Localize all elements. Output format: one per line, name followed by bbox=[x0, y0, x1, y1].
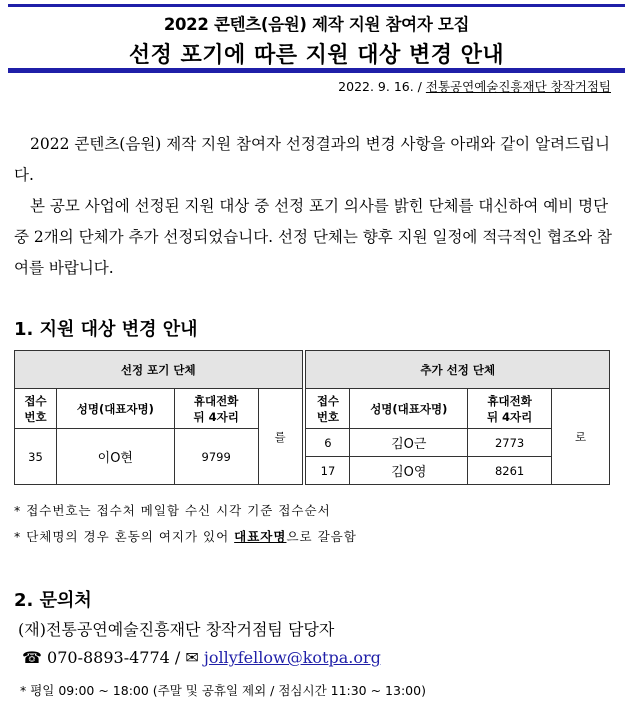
page-title: 2022 콘텐츠(음원) 제작 지원 참여자 모집 bbox=[163, 15, 470, 34]
col-name: 성명(대표자명) bbox=[56, 389, 174, 429]
section-heading-contact: 2. 문의처 bbox=[14, 590, 92, 611]
intro-paragraph: 2022 콘텐츠(음원) 제작 지원 참여자 선정결과의 변경 사항을 아래와 같이 알려드립니다. bbox=[14, 135, 610, 184]
withdrawn-header: 선정 포기 단체 bbox=[15, 351, 303, 389]
col-phone: 휴대전화 뒤 4자리 bbox=[468, 389, 552, 429]
change-table bbox=[14, 350, 610, 485]
date-line bbox=[338, 77, 611, 95]
col-phone: 휴대전화 뒤 4자리 bbox=[174, 389, 258, 429]
added-phone: 2773 bbox=[468, 429, 552, 457]
contact-phone: 070-8893-4774 / bbox=[47, 648, 181, 667]
added-no: 17 bbox=[306, 457, 350, 485]
added-header: 추가 선정 단체 bbox=[306, 351, 610, 389]
organization: 전통공연예술진흥재단 창작거점팀 bbox=[425, 79, 611, 94]
note-representative: * 단체명의 경우 혼동의 여지가 있어 대표자명으로 갈음함 bbox=[14, 529, 357, 544]
date: 2022. 9. 16. / bbox=[338, 79, 422, 94]
col-no: 접수 번호 bbox=[306, 389, 350, 429]
contact-email-link[interactable]: jollyfellow@kotpa.org bbox=[203, 648, 381, 667]
added-phone: 8261 bbox=[468, 457, 552, 485]
col-no: 접수 번호 bbox=[15, 389, 57, 429]
note-receipt-order: * 접수번호는 접수처 메일함 수신 시각 기준 접수순서 bbox=[14, 503, 331, 518]
mail-icon: ✉ bbox=[185, 648, 199, 667]
top-rule bbox=[8, 4, 625, 7]
section-heading-change: 1. 지원 대상 변경 안내 bbox=[14, 319, 198, 340]
col-name: 성명(대표자명) bbox=[350, 389, 468, 429]
withdrawn-name: 이O현 bbox=[56, 429, 174, 485]
added-name: 김O근 bbox=[350, 429, 468, 457]
page-subtitle: 선정 포기에 따른 지원 대상 변경 안내 bbox=[128, 43, 505, 68]
mid-word: 를 bbox=[258, 389, 302, 485]
contact-line bbox=[22, 648, 381, 667]
contact-organization: (재)전통공연예술진흥재단 창작거점팀 담당자 bbox=[18, 620, 335, 639]
added-no: 6 bbox=[306, 429, 350, 457]
withdrawn-no: 35 bbox=[15, 429, 57, 485]
withdrawn-phone: 9799 bbox=[174, 429, 258, 485]
phone-icon: ☎ bbox=[22, 648, 42, 667]
detail-paragraph: 본 공모 사업에 선정된 지원 대상 중 선정 포기 의사를 밝힌 단체를 대신하여 예비 명단 중 2개의 단체가 추가 선정되었습니다. 선정 단체는 향후 지원 일정에 적극적인 협조와 참여를 바랍니다. bbox=[14, 197, 612, 277]
added-name: 김O영 bbox=[350, 457, 468, 485]
title-rule bbox=[8, 68, 625, 73]
office-hours: * 평일 09:00 ~ 18:00 (주말 및 공휴일 제외 / 점심시간 11:30 ~ 13:00) bbox=[20, 683, 426, 698]
representative-emphasis: 대표자명 bbox=[234, 529, 287, 544]
end-word: 로 bbox=[552, 389, 610, 485]
